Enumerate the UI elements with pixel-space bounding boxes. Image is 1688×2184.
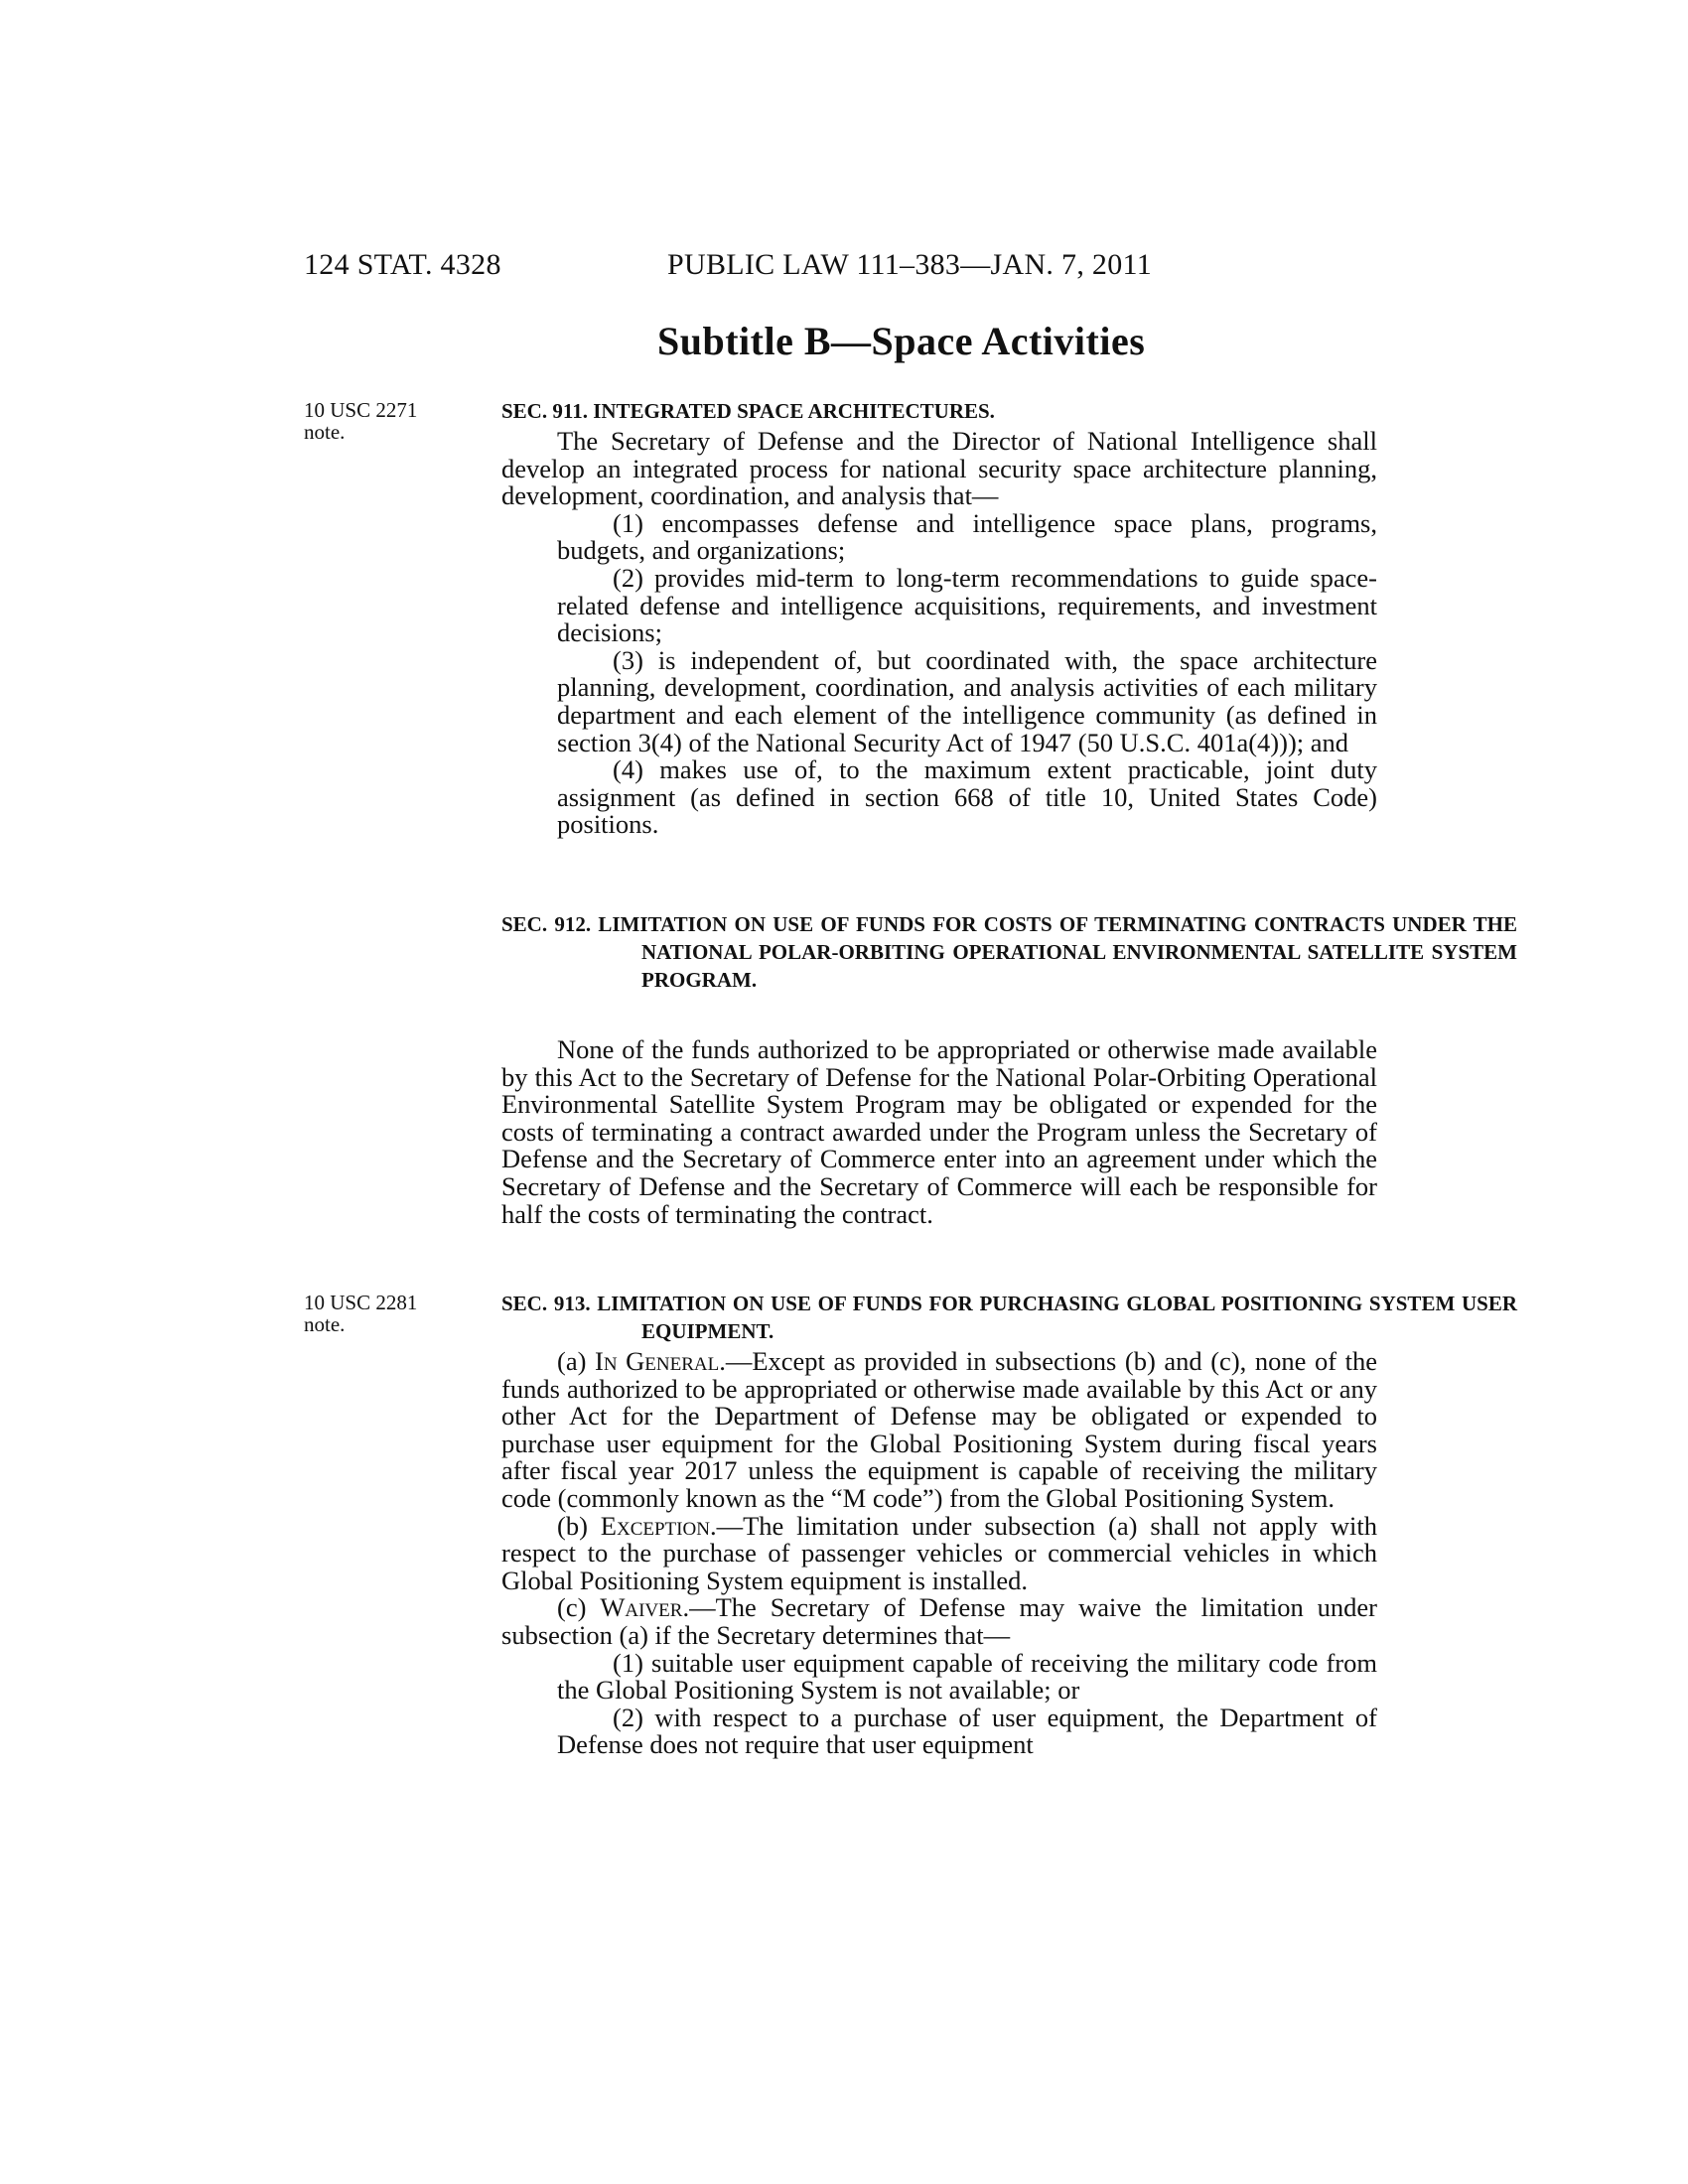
sec913-heading: SEC. 913. LIMITATION ON USE OF FUNDS FOR PURCHASING GLOBAL POSITIONING SYSTEM USER EQUIPMENT. <box>501 1292 1517 1343</box>
sec913-c-text: .—The Secretary of Defense may waive the limitation under subsection (a) if the Secretary determines that— <box>501 1592 1377 1650</box>
sec913-a-caption: In General <box>595 1346 720 1376</box>
sec913-subsection-a <box>501 1348 1377 1513</box>
sec913-c-item-2: (2) with respect to a purchase of user equipment, the Department of Defense does not require that user equipment <box>557 1702 1377 1760</box>
sec912-text: None of the funds authorized to be appropriated or otherwise made available by this Act to the Secretary of Defense for the National Polar-Orbiting Operational Environmental Satellite System Program may be obligated or expended for the costs of terminating a contract awarded under the Program unless the Secretary of Defense and the Secretary of Commerce enter into an agreement under which the Secretary of Defense and the Secretary of Commerce will each be responsible for half the costs of terminating the contract. <box>501 1034 1377 1229</box>
sec913-subsection-b <box>501 1510 1377 1595</box>
sec913-c-caption: Waiver <box>600 1592 683 1623</box>
sec913-a-text: .—Except as provided in subsections (b) and (c), none of the funds authorized to be appropriated or otherwise made available by this Act or any other Act for the Department of Defense may be obligated or expended to purchase user equipment for the Global Positioning System during fiscal years after fiscal year 2017 unless the equipment is capable of receiving the military code (commonly known as the “M code”) from the Global Positioning System. <box>501 1346 1377 1513</box>
margin-note-sec913: 10 USC 2281 note. <box>304 1291 418 1336</box>
sec911-heading: SEC. 911. INTEGRATED SPACE ARCHITECTURES. <box>501 399 995 423</box>
sec911-item-2: (2) provides mid-term to long-term recommendations to guide space-related defense and intelligence acquisitions, requirements, and investment decisions; <box>557 562 1377 648</box>
sec911-item-1: (1) encompasses defense and intelligence space plans, programs, budgets, and organizations; <box>557 507 1377 566</box>
sec913-a-label: (a) <box>557 1346 595 1376</box>
sec913-c-label: (c) <box>557 1592 601 1623</box>
sec911-item-4: (4) makes use of, to the maximum extent practicable, joint duty assignment (as defined in section 668 of title 10, United States Code) positions. <box>557 754 1377 840</box>
sec911-body <box>501 428 1377 839</box>
sec911-intro: The Secretary of Defense and the Director of National Intelligence shall develop an integrated process for national security space architecture planning, development, coordination, and analysis that— <box>501 426 1377 511</box>
sec913-b-text: .—The limitation under subsection (a) shall not apply with respect to the purchase of passenger vehicles or commercial vehicles in which Global Positioning System equipment is installed. <box>501 1510 1377 1595</box>
sec913-subsection-c <box>501 1594 1377 1649</box>
sec913-c-item-1: (1) suitable user equipment capable of receiving the military code from the Global Positioning System is not available; or <box>557 1647 1377 1706</box>
sec913-b-label: (b) <box>557 1510 601 1541</box>
sec912-heading: SEC. 912. LIMITATION ON USE OF FUNDS FOR COSTS OF TERMINATING CONTRACTS UNDER THE NATIONAL POLAR-ORBITING OPERATIONAL ENVIRONMENTAL SATELLITE SYSTEM PROGRAM. <box>501 912 1517 992</box>
margin-note-sec911: 10 USC 2271 note. <box>304 398 418 444</box>
sec913-body <box>501 1348 1377 1759</box>
sec912-body <box>501 1036 1377 1228</box>
sec913-b-caption: Exception <box>600 1510 710 1541</box>
sec911-item-3: (3) is independent of, but coordinated with, the space architecture planning, development, coordination, and analysis activities of each military department and each element of the intelligence community (as defined in section 3(4) of the National Security Act of 1947 (50 U.S.C. 401a(4))); and <box>557 644 1377 757</box>
subtitle-heading: Subtitle B—Space Activities <box>657 319 1146 363</box>
page-stat-number: 124 STAT. 4328 <box>304 248 501 281</box>
public-law-header: PUBLIC LAW 111–383—JAN. 7, 2011 <box>667 248 1153 281</box>
